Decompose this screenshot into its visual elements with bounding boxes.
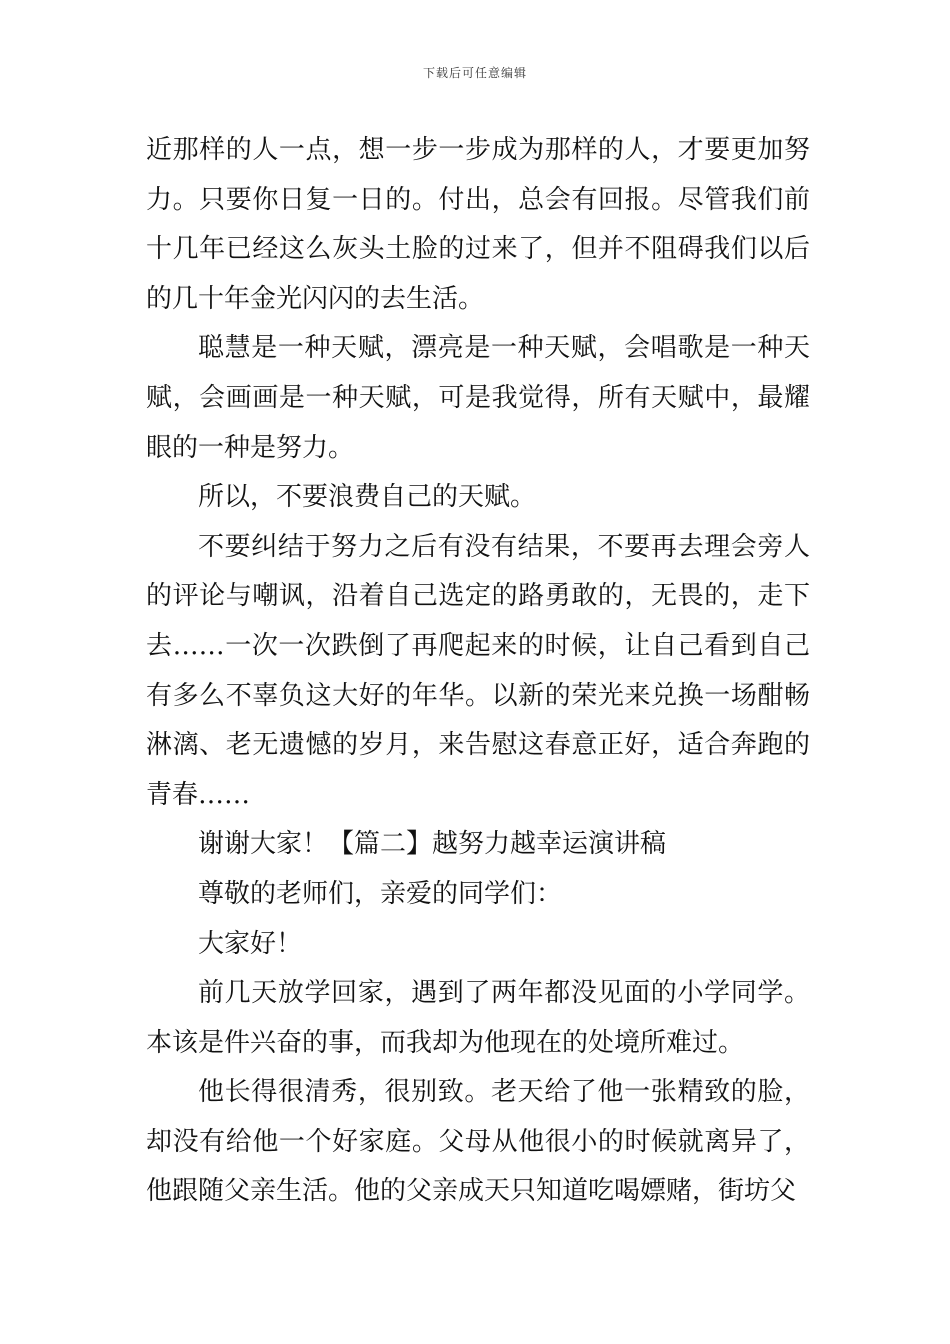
paragraph: 不要纠结于努力之后有没有结果，不要再去理会旁人的评论与嘲讽，沿着自己选定的路勇敢的，无畏的，走下去……一次一次跌倒了再爬起来的时候，让自己看到自己有多么不辜负这大好的年华。以新的荣光来兑换一场酣畅淋漓、老无遗憾的岁月，来告慰这春意正好，适合奔跑的青春…… [146, 531, 810, 810]
paragraph: 聪慧是一种天赋，漂亮是一种天赋，会唱歌是一种天赋，会画画是一种天赋，可是我觉得，所有天赋中，最耀眼的一种是努力。 [146, 333, 810, 463]
paragraph-continuation: 近那样的人一点，想一步一步成为那样的人，才要更加努力。只要你日复一日的。付出，总会有回报。尽管我们前十几年已经这么灰头土脸的过来了，但并不阻碍我们以后的几十年金光闪闪的去生活。 [146, 135, 810, 314]
document-body [146, 126, 810, 1217]
paragraph-greeting: 大家好！ [198, 928, 303, 959]
paragraph-section-heading: 谢谢大家！【篇二】越努力越幸运演讲稿 [198, 829, 667, 860]
paragraph: 所以，不要浪费自己的天赋。 [198, 482, 537, 513]
paragraph-salutation: 尊敬的老师们，亲爱的同学们： [198, 878, 563, 909]
page-header: 下载后可任意编辑 [422, 66, 527, 80]
paragraph: 他长得很清秀，很别致。老天给了他一张精致的脸，却没有给他一个好家庭。父母从他很小的时候就离异了，他跟随父亲生活。他的父亲成天只知道吃喝嫖赌，街坊父 [146, 1077, 810, 1207]
paragraph: 前几天放学回家，遇到了两年都没见面的小学同学。本该是件兴奋的事，而我却为他现在的处境所难过。 [146, 978, 810, 1058]
